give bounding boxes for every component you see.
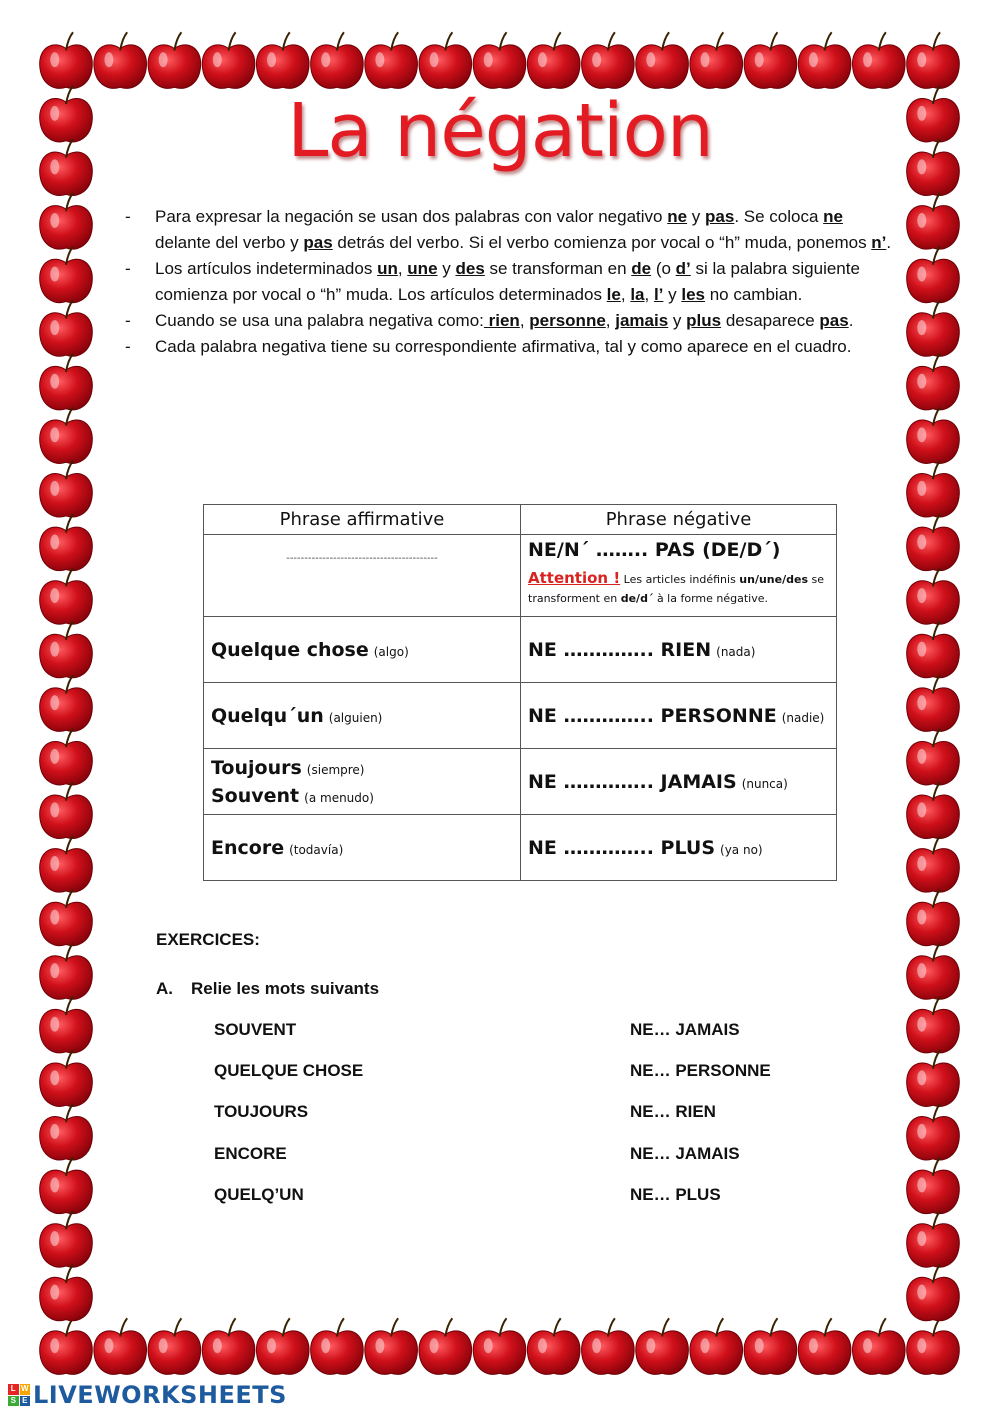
negative-cell (521, 617, 837, 683)
apple-icon (311, 1318, 364, 1374)
spanish-gloss: (algo) (373, 644, 409, 659)
attention-fragment: se transforment en (528, 573, 824, 605)
spanish-gloss: (a menudo) (304, 790, 374, 805)
header-affirmative: Phrase affirmative (204, 505, 521, 535)
apple-icon (907, 300, 960, 356)
keyword: personne (529, 311, 606, 330)
apple-icon (907, 729, 960, 785)
apple-icon (40, 568, 93, 624)
logo-letter: L (8, 1384, 19, 1395)
keyword: n’ (871, 233, 887, 252)
affirmative-entry (211, 757, 520, 779)
matching-row (214, 1185, 834, 1226)
apple-icon (907, 836, 960, 892)
rule-text: Los artículos indeterminados (155, 259, 378, 278)
apple-icon (636, 1318, 689, 1374)
affirmative-cell (204, 683, 521, 749)
spanish-gloss: (todavía) (289, 842, 344, 857)
rule-text: y (663, 285, 682, 304)
apple-icon (40, 247, 93, 303)
spanish-gloss: (nada) (716, 644, 756, 659)
apple-icon (40, 1050, 93, 1106)
logo-letter: E (20, 1396, 31, 1407)
negative-cell (521, 683, 837, 749)
matching-row (214, 1061, 834, 1102)
apple-icon (202, 32, 255, 88)
apple-icon (256, 1318, 309, 1374)
rule-text: . (886, 233, 892, 252)
apple-icon (365, 1318, 418, 1374)
table-row (204, 749, 837, 815)
apple-icon (40, 1318, 93, 1374)
rule-text: detrás del verbo. Si el verbo comienza por vocal o “h” muda, ponemos (332, 233, 872, 252)
apple-icon (94, 32, 147, 88)
negative-form: NE ………….. RIEN (528, 638, 712, 661)
keyword: ne (823, 207, 843, 226)
affirmative-cell (204, 535, 521, 617)
table-header-row (204, 505, 837, 535)
rule-text: , (605, 311, 616, 330)
apple-icon (907, 782, 960, 838)
apple-icon (907, 1318, 960, 1374)
match-left-item[interactable]: QUELQ’UN (214, 1184, 304, 1204)
apple-icon (907, 1158, 960, 1214)
matching-pairs (214, 1020, 834, 1226)
apple-icon (365, 32, 418, 88)
apple-icon (40, 782, 93, 838)
spanish-gloss: (siempre) (306, 762, 365, 777)
apple-icon (40, 675, 93, 731)
apple-icon (473, 32, 526, 88)
apple-icon (907, 515, 960, 571)
negative-cell (521, 815, 837, 881)
apple-icon (690, 1318, 743, 1374)
keyword: jamais (615, 311, 669, 330)
apple-icon (582, 32, 635, 88)
match-right-item[interactable]: NE… RIEN (630, 1102, 716, 1122)
apple-icon (636, 32, 689, 88)
apple-icon (256, 32, 309, 88)
rule-text: , (644, 285, 654, 304)
brand-name: LIVEWORKSHEETS (33, 1381, 287, 1409)
keyword: un (377, 259, 398, 278)
rule-text: y (437, 259, 456, 278)
apple-icon (202, 1318, 255, 1374)
exercises-heading: EXERCICES: (156, 930, 260, 949)
apple-icon (907, 193, 960, 249)
table-row (204, 815, 837, 881)
apple-icon (40, 461, 93, 517)
apple-icon (798, 32, 851, 88)
apple-icon (40, 622, 93, 678)
apple-icon (907, 1050, 960, 1106)
spanish-gloss: (nadie) (781, 710, 825, 725)
keyword: de (631, 259, 652, 278)
table-row (204, 535, 837, 617)
bullet-dash: - (125, 337, 131, 356)
keyword: rien (483, 311, 520, 330)
negative-form: NE ………….. PLUS (528, 836, 716, 859)
keyword: ne (667, 207, 688, 226)
apple-icon (419, 32, 472, 88)
attention-label: Attention ! (528, 569, 621, 587)
apple-icon (907, 1104, 960, 1160)
apple-icon (907, 32, 960, 88)
match-left-item[interactable]: ENCORE (214, 1143, 287, 1163)
apple-icon (148, 1318, 201, 1374)
table-row (204, 683, 837, 749)
matching-row (214, 1020, 834, 1061)
rule-text: si la palabra siguiente comienza por vocal o “h” muda. Los artículos determinados (155, 259, 860, 304)
header-negative: Phrase négative (521, 505, 837, 535)
apple-icon (907, 890, 960, 946)
rule-text: , (620, 285, 631, 304)
match-left-item[interactable]: SOUVENT (214, 1020, 297, 1039)
negative-form: NE ………….. PERSONNE (528, 704, 777, 727)
liveworksheets-logo-icon (8, 1384, 30, 1406)
negative-form: NE ………….. JAMAIS (528, 770, 737, 793)
affirmative-word: Quelqu´un (211, 704, 324, 727)
apple-icon (40, 354, 93, 410)
attention-fragment: Les articles indéfinis (620, 573, 740, 586)
keyword: des (455, 259, 485, 278)
apple-icon (40, 997, 93, 1053)
apple-icon (852, 1318, 905, 1374)
rule-text: (o (651, 259, 676, 278)
match-right-item[interactable]: NE… JAMAIS (630, 1143, 740, 1163)
apple-icon (907, 461, 960, 517)
rule-item (120, 256, 900, 308)
apple-icon (907, 568, 960, 624)
apple-icon (907, 622, 960, 678)
affirmative-word: Quelque chose (211, 638, 369, 661)
exercise-letter: A. (156, 979, 173, 998)
affirmative-word: Encore (211, 836, 285, 859)
apple-icon (527, 32, 580, 88)
apple-icon (907, 1211, 960, 1267)
apple-icon (40, 1211, 93, 1267)
apple-icon (527, 1318, 580, 1374)
apple-icon (94, 1318, 147, 1374)
apple-icon (744, 32, 797, 88)
apple-icon (40, 300, 93, 356)
apple-icon (798, 1318, 851, 1374)
matching-row (214, 1144, 834, 1185)
footer-brand (8, 1380, 287, 1410)
rules-list (120, 204, 900, 360)
affirmative-entry (211, 639, 520, 661)
keyword: plus (686, 311, 722, 330)
match-right-item[interactable]: NE… PERSONNE (630, 1061, 771, 1081)
keyword: l’ (653, 285, 664, 304)
keyword: pas (819, 311, 849, 330)
apple-icon (744, 1318, 797, 1374)
spanish-gloss: (nunca) (741, 776, 788, 791)
keyword: le (606, 285, 621, 304)
affirmative-word: Souvent (211, 784, 300, 807)
rule-item (120, 334, 900, 360)
apple-icon (40, 407, 93, 463)
attention-keyword: de/d´ (620, 592, 654, 605)
negation-table (203, 504, 837, 881)
apple-icon (40, 836, 93, 892)
apple-icon (40, 515, 93, 571)
apple-icon (148, 32, 201, 88)
rule-text: Cuando se usa una palabra negativa como: (155, 311, 484, 330)
affirmative-word: Toujours (211, 756, 302, 779)
apple-icon (40, 32, 93, 88)
affirmative-cell (204, 815, 521, 881)
apple-icon (907, 997, 960, 1053)
keyword: pas (303, 233, 333, 252)
rule-text: no cambian. (705, 285, 803, 304)
rule-text: desaparece (721, 311, 820, 330)
exercise-a-title (156, 979, 379, 999)
affirmative-cell (204, 749, 521, 815)
apple-icon (907, 247, 960, 303)
bullet-dash: - (125, 259, 131, 278)
keyword: pas (705, 207, 735, 226)
apple-icon (907, 1265, 960, 1321)
spanish-gloss: (ya no) (720, 842, 763, 857)
apple-icon (852, 32, 905, 88)
rule-text: Para expresar la negación se usan dos palabras con valor negativo (155, 207, 668, 226)
rule-text: y (668, 311, 687, 330)
rule-text: , (397, 259, 408, 278)
apple-icon (582, 1318, 635, 1374)
apple-icon (40, 943, 93, 999)
rule-text: Cada palabra negativa tiene su correspondiente afirmativa, tal y como aparece en el cuadro. (155, 337, 852, 356)
spanish-gloss: (alguien) (328, 710, 383, 725)
match-left-item[interactable]: TOUJOURS (214, 1102, 309, 1122)
rule-text: . (848, 311, 854, 330)
rule-text: . Se coloca (734, 207, 824, 226)
match-left-item[interactable]: QUELQUE CHOSE (214, 1061, 364, 1081)
apple-icon (40, 890, 93, 946)
match-right-item[interactable]: NE… PLUS (630, 1184, 721, 1204)
attention-fragment: à la forme négative. (653, 592, 768, 605)
rule-text: se transforman en (484, 259, 632, 278)
rule-item (120, 204, 900, 256)
attention-note (528, 569, 836, 607)
apple-icon (907, 354, 960, 410)
matching-row (214, 1102, 834, 1143)
bullet-dash: - (125, 311, 131, 330)
affirmative-entry (211, 705, 520, 727)
affirmative-cell (204, 617, 521, 683)
match-right-item[interactable]: NE… JAMAIS (630, 1020, 740, 1039)
negative-form: NE/N´ …….. PAS (DE/D´) (528, 539, 781, 561)
apple-icon (419, 1318, 472, 1374)
rule-text: , (519, 311, 530, 330)
keyword: une (407, 259, 438, 278)
apple-icon (40, 729, 93, 785)
keyword: d’ (675, 259, 691, 278)
bullet-dash: - (125, 207, 131, 226)
rule-item (120, 308, 900, 334)
negative-cell (521, 535, 837, 617)
page-title: La négation (287, 88, 713, 174)
keyword: la (630, 285, 645, 304)
apple-icon (40, 1104, 93, 1160)
apple-icon (40, 193, 93, 249)
rule-text: delante del verbo y (155, 233, 304, 252)
affirmative-entry (211, 837, 520, 859)
apple-icon (907, 675, 960, 731)
apple-icon (690, 32, 743, 88)
apple-icon (311, 32, 364, 88)
affirmative-entry (211, 785, 520, 807)
apple-icon (40, 1158, 93, 1214)
negative-cell (521, 749, 837, 815)
keyword: les (681, 285, 705, 304)
blank-line: ------------------------------------------ (286, 553, 438, 564)
exercise-instruction: Relie les mots suivants (191, 979, 380, 998)
table-row (204, 617, 837, 683)
apple-icon (473, 1318, 526, 1374)
apple-icon (907, 943, 960, 999)
apple-icon (907, 407, 960, 463)
rule-text: y (687, 207, 706, 226)
apple-icon (40, 1265, 93, 1321)
logo-letter: W (20, 1384, 29, 1393)
attention-keyword: un/une/des (739, 573, 808, 586)
logo-letter: S (8, 1396, 19, 1407)
